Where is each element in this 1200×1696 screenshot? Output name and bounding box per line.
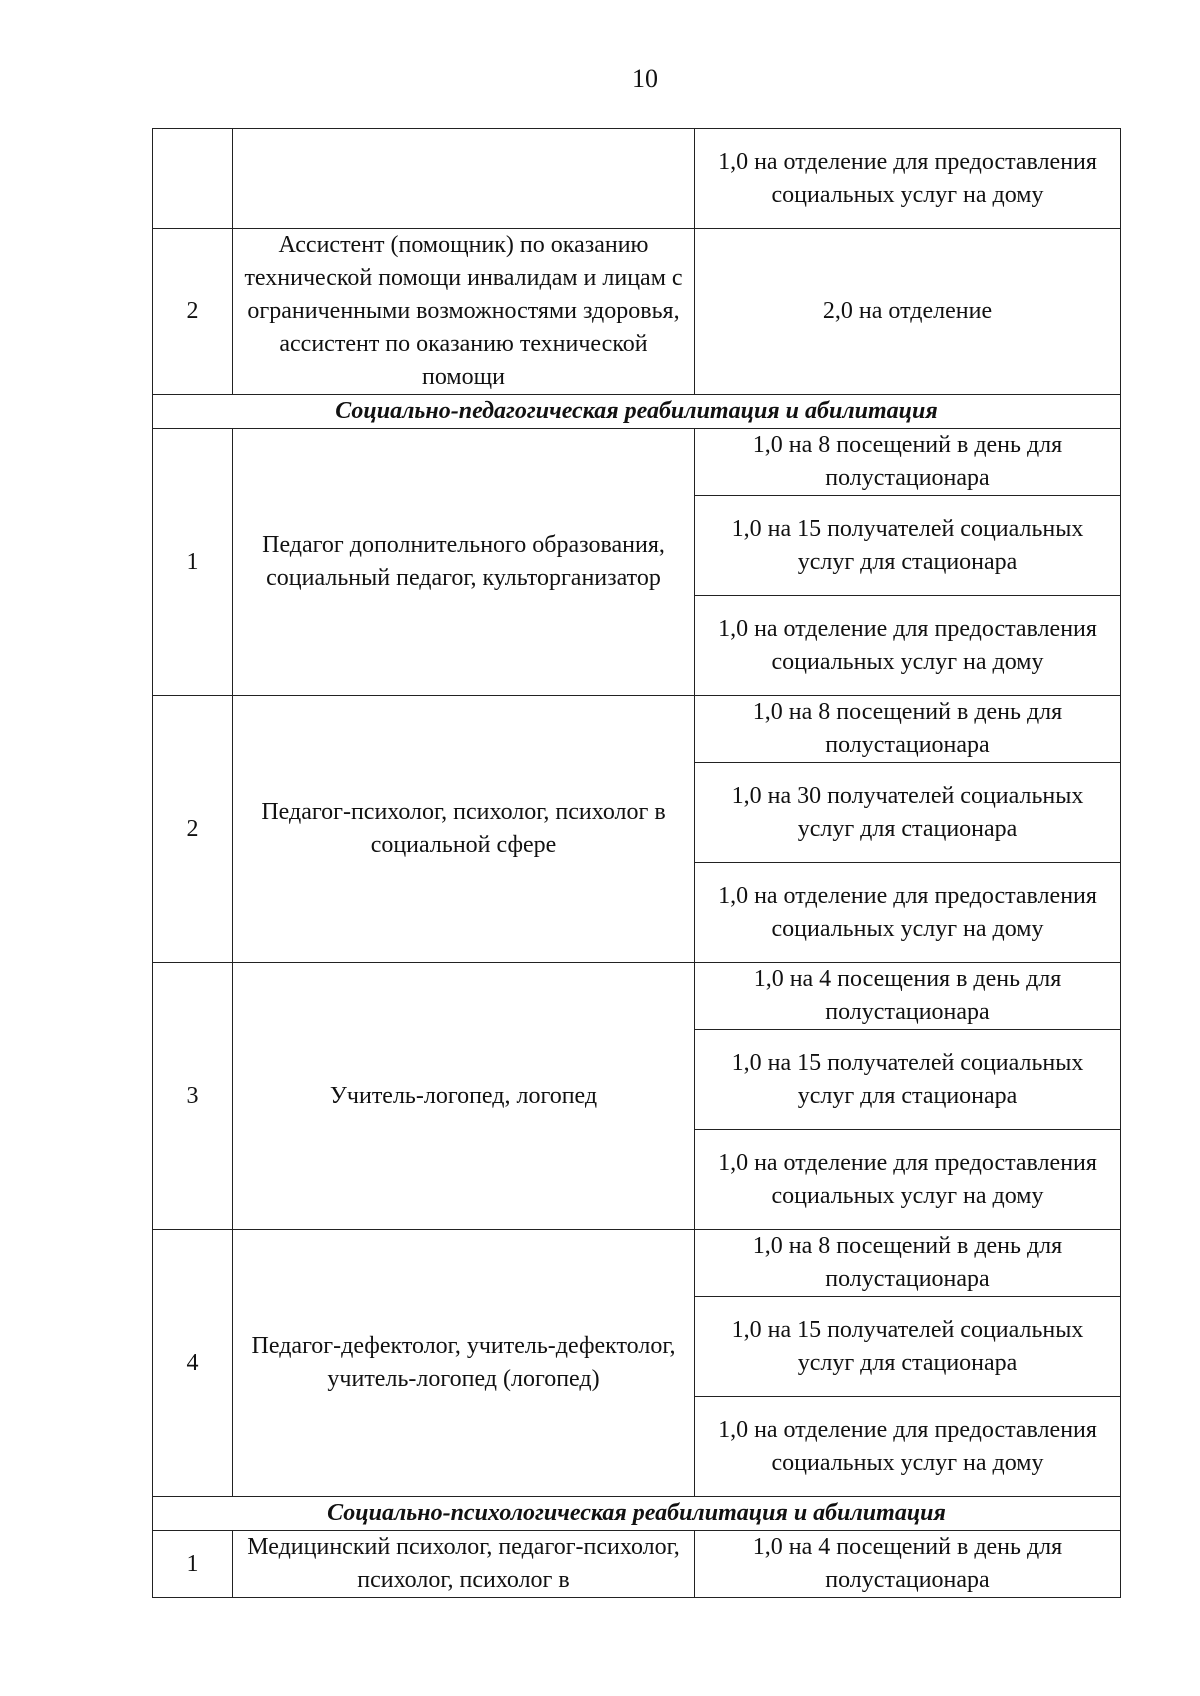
section-title: Социально-психологическая реабилитация и абилитация xyxy=(153,1497,1121,1531)
norm-cell: 2,0 на отделение xyxy=(695,229,1121,395)
table-row xyxy=(153,1230,1121,1297)
norm-cell: 1,0 на 4 посещений в день для полустационара xyxy=(695,1531,1121,1598)
table-row xyxy=(153,696,1121,763)
table-row xyxy=(153,963,1121,1030)
staffing-norms-table xyxy=(152,128,1121,1598)
row-number: 1 xyxy=(153,429,233,696)
norm-cell: 1,0 на 8 посещений в день для полустационара xyxy=(695,429,1121,496)
position-cell: Медицинский психолог, педагог-психолог, психолог, психолог в xyxy=(233,1531,695,1598)
section-header xyxy=(153,395,1121,429)
norm-cell: 1,0 на отделение для предоставления социальных услуг на дому xyxy=(695,596,1121,696)
norm-cell: 1,0 на отделение для предоставления социальных услуг на дому xyxy=(695,863,1121,963)
position-cell: Педагог дополнительного образования, социальный педагог, культорганизатор xyxy=(233,429,695,696)
norm-cell: 1,0 на 8 посещений в день для полустационара xyxy=(695,696,1121,763)
row-number xyxy=(153,129,233,229)
norm-cell: 1,0 на 30 получателей социальных услуг для стационара xyxy=(695,763,1121,863)
position-cell: Ассистент (помощник) по оказанию технической помощи инвалидам и лицам с ограниченными возможностями здоровья, ассистент по оказанию технической помощи xyxy=(233,229,695,395)
page-number: 10 xyxy=(632,64,658,93)
row-number: 1 xyxy=(153,1531,233,1598)
position-cell: Педагог-дефектолог, учитель-дефектолог, учитель-логопед (логопед) xyxy=(233,1230,695,1497)
norm-cell: 1,0 на отделение для предоставления социальных услуг на дому xyxy=(695,129,1121,229)
position-cell: Педагог-психолог, психолог, психолог в социальной сфере xyxy=(233,696,695,963)
table-row xyxy=(153,129,1121,229)
row-number: 3 xyxy=(153,963,233,1230)
position-cell: Учитель-логопед, логопед xyxy=(233,963,695,1230)
norm-cell: 1,0 на 4 посещения в день для полустационара xyxy=(695,963,1121,1030)
norm-cell: 1,0 на 15 получателей социальных услуг для стационара xyxy=(695,496,1121,596)
table-row xyxy=(153,1531,1121,1598)
row-number: 2 xyxy=(153,696,233,963)
norm-cell: 1,0 на 15 получателей социальных услуг для стационара xyxy=(695,1030,1121,1130)
section-title: Социально-педагогическая реабилитация и абилитация xyxy=(153,395,1121,429)
section-header xyxy=(153,1497,1121,1531)
table-row xyxy=(153,229,1121,395)
position-cell xyxy=(233,129,695,229)
norm-cell: 1,0 на отделение для предоставления социальных услуг на дому xyxy=(695,1130,1121,1230)
row-number: 2 xyxy=(153,229,233,395)
norm-cell: 1,0 на 8 посещений в день для полустационара xyxy=(695,1230,1121,1297)
norm-cell: 1,0 на 15 получателей социальных услуг для стационара xyxy=(695,1297,1121,1397)
norm-cell: 1,0 на отделение для предоставления социальных услуг на дому xyxy=(695,1397,1121,1497)
row-number: 4 xyxy=(153,1230,233,1497)
table-row xyxy=(153,429,1121,496)
